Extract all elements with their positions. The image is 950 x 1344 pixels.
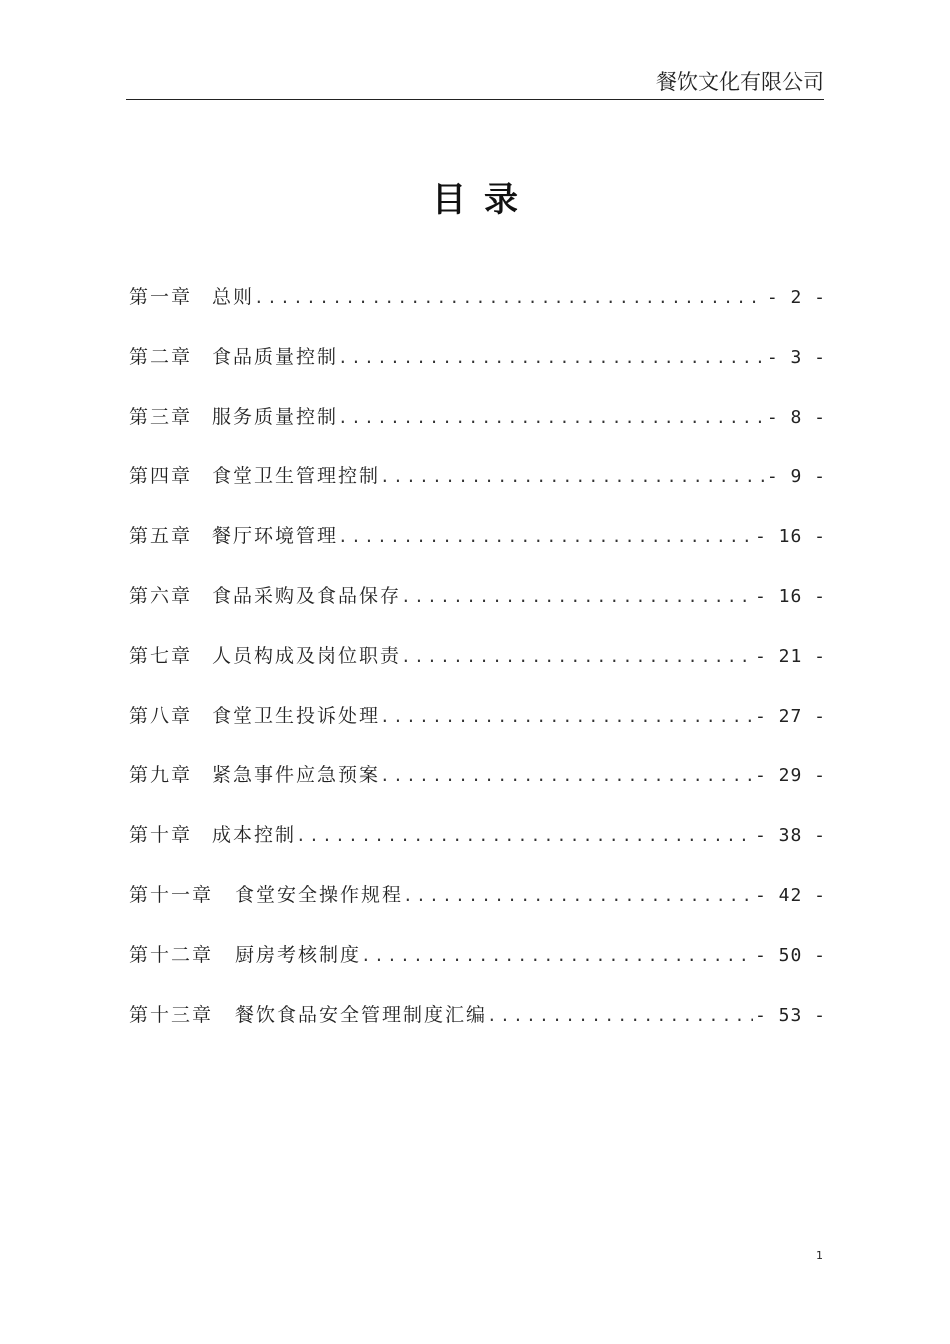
toc-entry[interactable] — [129, 701, 826, 761]
toc-leader-dots — [338, 527, 753, 546]
toc-page-number: - 38 - — [754, 825, 826, 847]
toc-title: 目录 — [432, 180, 536, 220]
toc-leader-dots — [380, 707, 753, 726]
toc-heading: 食堂卫生投诉处理 — [212, 704, 381, 727]
toc-page-number: - 9 - — [766, 466, 826, 488]
toc-heading: 总则 — [212, 286, 255, 308]
toc-heading: 紧急事件应急预案 — [212, 764, 381, 787]
toc-heading: 厨房考核制度 — [235, 943, 362, 966]
toc-leader-dots — [380, 467, 765, 486]
toc-entry[interactable] — [129, 402, 826, 462]
toc-entry[interactable] — [129, 461, 826, 521]
toc-leader-dots — [401, 587, 753, 606]
toc-page-number: - 16 - — [754, 585, 826, 607]
toc-leader-dots — [296, 826, 753, 845]
toc-chapter: 第五章 — [129, 525, 193, 548]
toc-entry[interactable] — [129, 581, 826, 641]
toc-heading: 食品质量控制 — [212, 345, 339, 368]
toc-page-number: - 2 - — [766, 287, 826, 308]
toc-chapter: 第十三章 — [129, 1003, 214, 1026]
toc-heading: 餐厅环境管理 — [212, 525, 339, 548]
toc-leader-dots — [338, 348, 765, 367]
toc-heading: 食堂安全操作规程 — [235, 883, 404, 906]
table-of-contents — [129, 282, 826, 1059]
toc-chapter: 第一章 — [129, 286, 193, 308]
toc-heading: 人员构成及岗位职责 — [212, 644, 402, 667]
toc-entry[interactable] — [129, 521, 826, 581]
toc-chapter: 第八章 — [129, 704, 193, 727]
toc-chapter: 第十一章 — [129, 883, 214, 906]
toc-chapter: 第九章 — [129, 764, 193, 787]
toc-chapter: 第三章 — [129, 405, 193, 428]
toc-entry[interactable] — [129, 342, 826, 402]
toc-heading: 服务质量控制 — [212, 405, 339, 428]
company-name: 餐饮文化有限公司 — [656, 70, 824, 94]
toc-entry[interactable] — [129, 641, 826, 701]
toc-heading: 食堂卫生管理控制 — [212, 465, 381, 488]
toc-page-number: - 29 - — [754, 765, 826, 787]
toc-leader-dots — [403, 886, 753, 905]
toc-entry[interactable] — [129, 880, 826, 940]
toc-page-number: - 3 - — [766, 346, 826, 368]
toc-chapter: 第六章 — [129, 584, 193, 607]
toc-leader-dots — [254, 288, 765, 307]
toc-page-number: - 16 - — [754, 526, 826, 548]
page-header — [126, 66, 824, 100]
toc-heading: 成本控制 — [212, 824, 297, 847]
toc-chapter: 第十二章 — [129, 943, 214, 966]
toc-leader-dots — [401, 647, 753, 666]
toc-leader-dots — [361, 946, 753, 965]
toc-page-number: - 42 - — [754, 884, 826, 906]
toc-chapter: 第二章 — [129, 345, 193, 368]
toc-entry[interactable] — [129, 820, 826, 880]
toc-leader-dots — [380, 766, 753, 785]
toc-page-number: - 21 - — [754, 645, 826, 667]
toc-entry[interactable] — [129, 940, 826, 1000]
toc-entry[interactable] — [129, 760, 826, 820]
toc-heading: 餐饮食品安全管理制度汇编 — [235, 1003, 488, 1026]
toc-page-number: - 50 - — [754, 944, 826, 966]
toc-heading: 食品采购及食品保存 — [212, 584, 402, 607]
toc-chapter: 第十章 — [129, 824, 193, 847]
toc-chapter: 第七章 — [129, 644, 193, 667]
toc-entry[interactable] — [129, 1000, 826, 1060]
toc-page-number: - 27 - — [754, 705, 826, 727]
toc-page-number: - 53 - — [754, 1004, 826, 1026]
toc-leader-dots — [338, 408, 765, 427]
toc-page-number: - 8 - — [766, 406, 826, 428]
page-number: 1 — [816, 1249, 823, 1262]
toc-leader-dots — [487, 1006, 753, 1025]
toc-entry[interactable] — [129, 282, 826, 342]
toc-chapter: 第四章 — [129, 465, 193, 488]
